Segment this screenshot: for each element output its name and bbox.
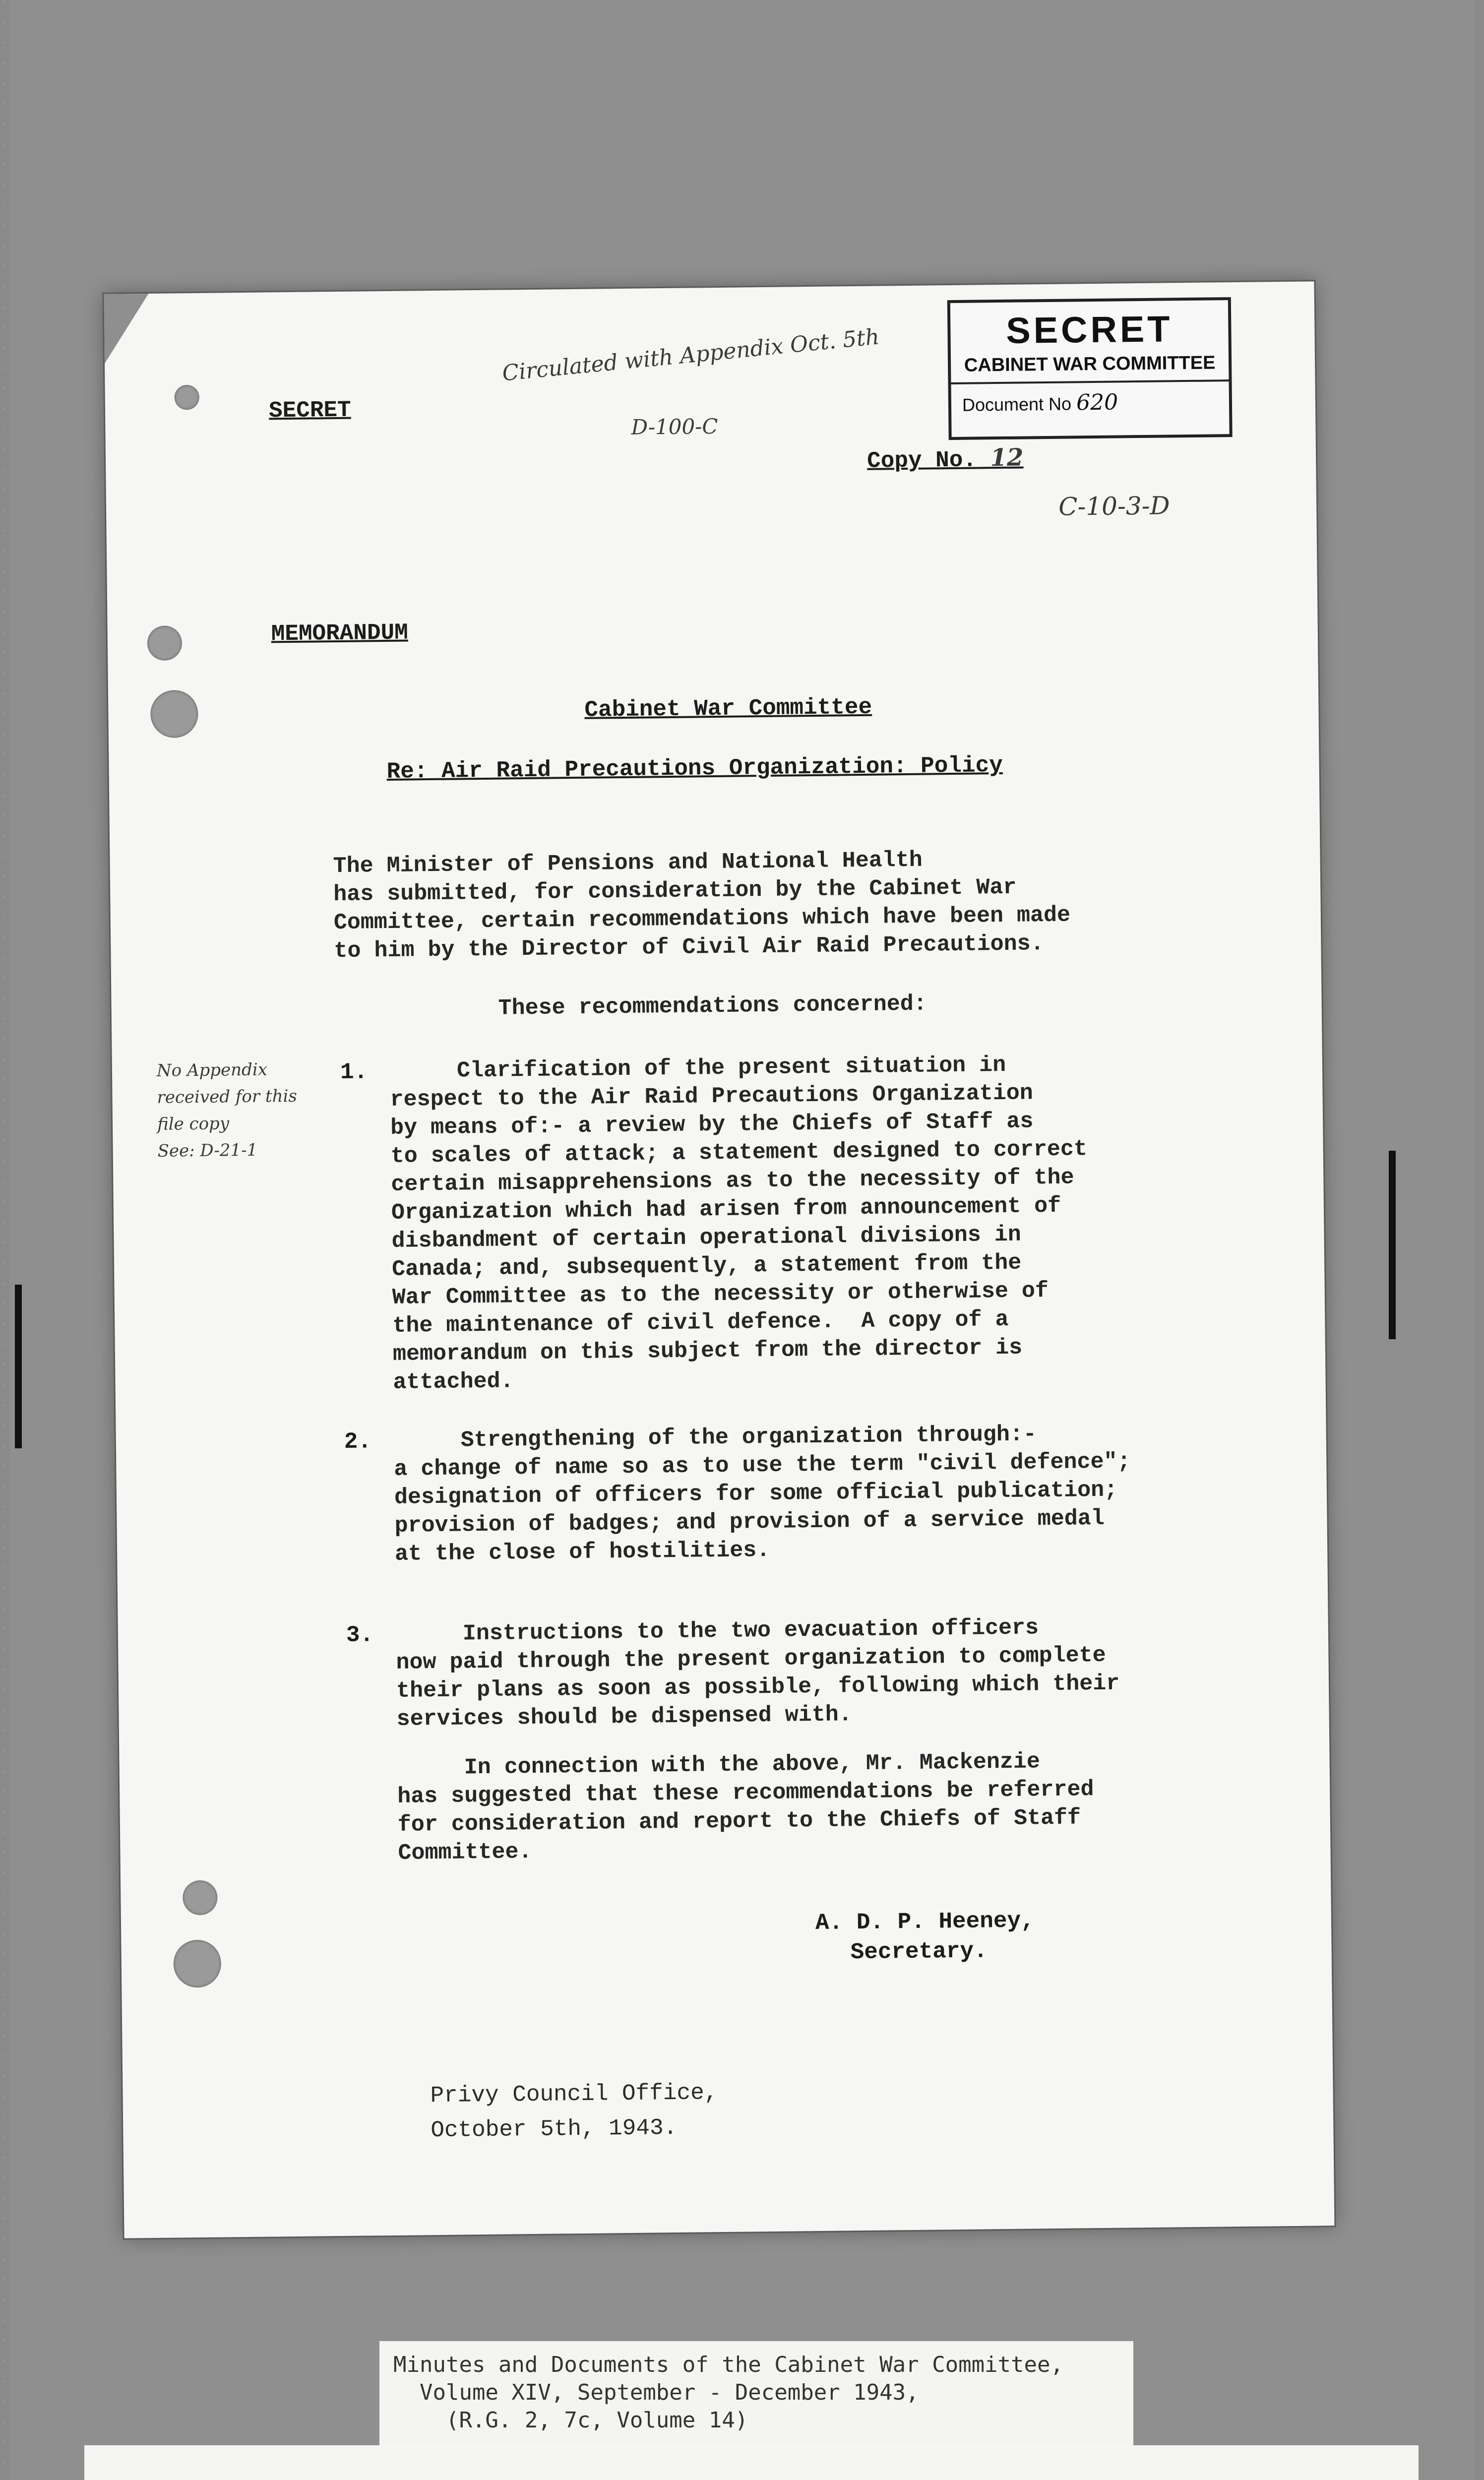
scan-background xyxy=(10,0,1474,2480)
punch-hole xyxy=(173,1940,221,1988)
item-text-1: Clarification of the present situation in respect to the Air Raid Precautions Organization by means of:- a review by the Chiefs of Staff as to scales of attack; a statement designed to correct certain misapprehensions as to the necessity of the Organization which had arisen from announcement of disbandment of certain operational divisions in Canada; and, subsequently, a statement from the War Committee as to the necessity or otherwise of the maintenance of civil defence. A copy of a memorandum on this subject from the director is attached. xyxy=(389,1052,1088,1395)
punch-hole xyxy=(183,1880,218,1916)
origin-office: Privy Council Office, xyxy=(430,2080,718,2109)
archive-label xyxy=(84,2445,1419,2480)
origin-date: October 5th, 1943. xyxy=(431,2114,678,2144)
intro-paragraph: The Minister of Pensions and National Health has submitted, for consideration by the Cabinet War Committee, certain recommendations which have been made to him by the Director of Civil Air Raid Precautions. xyxy=(333,847,1071,964)
handwritten-circulation-note: Circulated with Appendix Oct. 5th xyxy=(501,324,881,386)
handwritten-reference-d100c: D-100-C xyxy=(631,414,718,439)
document-title: Cabinet War Committee xyxy=(584,694,872,723)
copy-number: 12 xyxy=(990,443,1024,472)
stamp-doc-label: Document No xyxy=(962,393,1072,415)
stamp-classification: SECRET xyxy=(1005,308,1173,351)
binder-clip-right xyxy=(1389,1151,1396,1339)
copy-label: Copy No. xyxy=(866,447,977,474)
page-corner-fold xyxy=(104,294,149,364)
archive-caption: Minutes and Documents of the Cabinet War Committee, Volume XIV, September - December 1943, (R.G. 2, 7c, Volume 14) xyxy=(379,2341,1133,2450)
item-number-3: 3. xyxy=(346,1622,374,1648)
stamp-committee: CABINET WAR COMMITTEE xyxy=(951,352,1229,384)
item-text-3: Instructions to the two evacuation officers now paid through the present organization to complete their plans as soon as possible, following which their services should be dispensed with. xyxy=(395,1615,1120,1732)
stamp-document-number xyxy=(962,388,1230,417)
secret-stamp xyxy=(947,297,1233,440)
memorandum-heading: MEMORANDUM xyxy=(271,620,409,647)
item-text-2: Strengthening of the organization through:- a change of name so as to use the term "civil defence"; designation of officers for some official publication; provision of badges; and provision of a service medal at the close of hostilities. xyxy=(393,1422,1131,1567)
secret-mark: SECRET xyxy=(268,397,351,424)
closing-paragraph: In connection with the above, Mr. Mackenzie has suggested that these recommendations be referred for consideration and report to the Chiefs of Staff Committee. xyxy=(397,1749,1094,1866)
item-number-2: 2. xyxy=(344,1428,372,1455)
stamp-doc-number: 620 xyxy=(1076,389,1118,416)
memorandum-page xyxy=(104,281,1335,2238)
punch-hole xyxy=(174,385,199,410)
signature-title: Secretary. xyxy=(850,1938,988,1966)
recommendations-lead: These recommendations concerned: xyxy=(498,991,928,1021)
binder-clip-left xyxy=(15,1285,22,1448)
item-number-1: 1. xyxy=(340,1059,368,1085)
signature-name: A. D. P. Heeney, xyxy=(815,1908,1035,1936)
handwritten-margin-note: No Appendix received for this file copy See: D-21-1 xyxy=(156,1059,298,1161)
punch-hole xyxy=(150,690,198,738)
copy-number-label xyxy=(867,443,1024,475)
document-subject: Re: Air Raid Precautions Organization: Policy xyxy=(386,752,1003,785)
handwritten-reference-c103d: C-10-3-D xyxy=(1058,491,1170,521)
punch-hole xyxy=(147,625,183,661)
